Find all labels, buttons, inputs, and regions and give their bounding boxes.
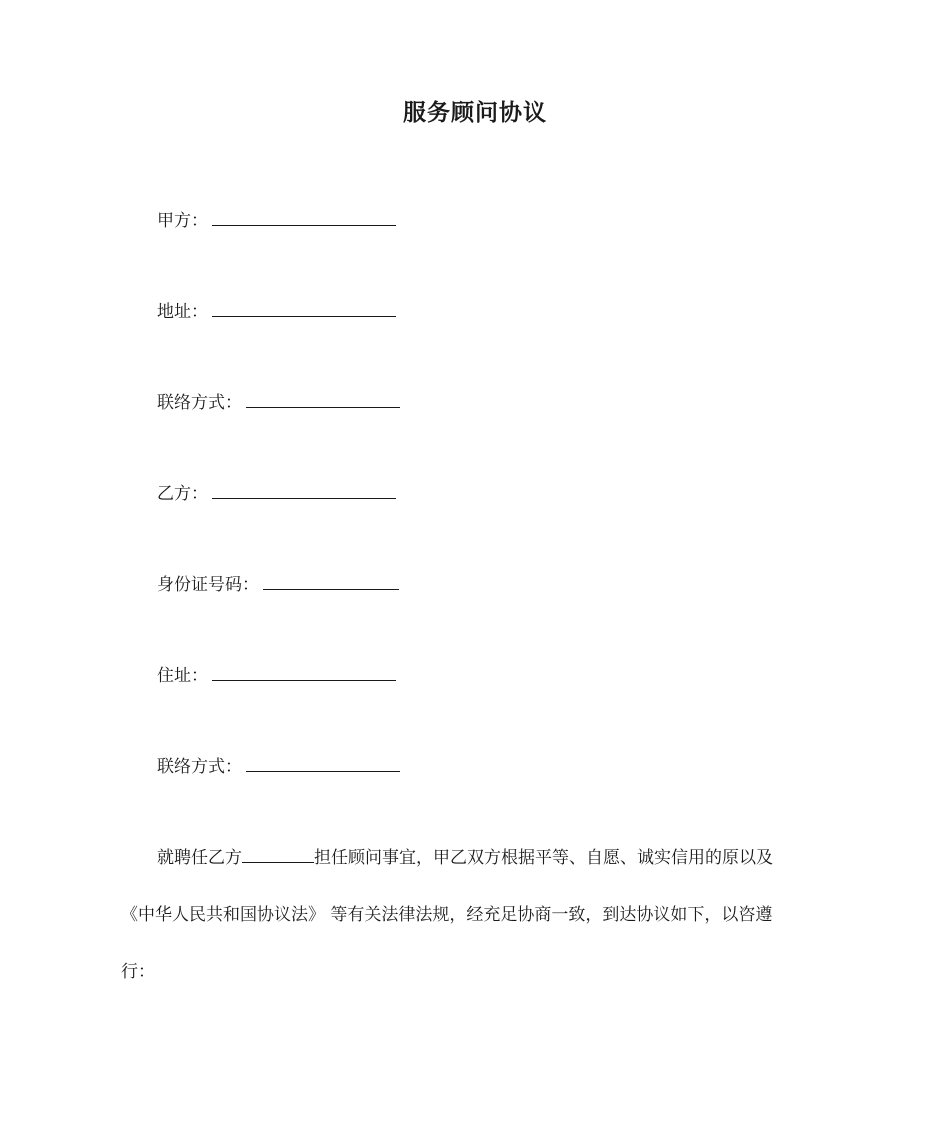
party-a-label: 甲方： (157, 211, 208, 231)
paragraph-line-3: 行： (121, 962, 155, 982)
consultant-name-blank (242, 845, 314, 863)
party-a-blank (212, 208, 396, 226)
residence-blank (212, 663, 396, 681)
residence-label: 住址： (157, 666, 208, 686)
paragraph-line-2: 《中华人民共和国协议法》 等有关法律法规，经充足协商一致，到达协议如下，以咨遵 (121, 905, 773, 925)
id-number-label: 身份证号码： (157, 575, 259, 595)
residence-field (157, 663, 396, 688)
party-b-contact-label: 联络方式： (157, 757, 242, 777)
party-b-contact-blank (246, 754, 400, 772)
party-b-label: 乙方： (157, 484, 208, 504)
party-b-blank (212, 481, 396, 499)
address-label: 地址： (157, 302, 208, 322)
paragraph-line-1-start: 就聘任乙方 (157, 848, 242, 868)
address-blank (212, 299, 396, 317)
party-a-contact-blank (246, 390, 400, 408)
party-a-contact-label: 联络方式： (157, 393, 242, 413)
id-number-blank (263, 572, 399, 590)
party-b-field (157, 481, 396, 506)
address-field (157, 299, 396, 324)
party-a-contact-field (157, 390, 400, 415)
document-title: 服务顾问协议 (403, 100, 547, 126)
paragraph-line-1-end: 担任顾问事宜，甲乙双方根据平等、自愿、诚实信用的原以及 (314, 848, 773, 868)
party-b-contact-field (157, 754, 400, 779)
id-number-field (157, 572, 399, 597)
party-a-field (157, 208, 396, 233)
paragraph-line-1 (157, 845, 773, 870)
